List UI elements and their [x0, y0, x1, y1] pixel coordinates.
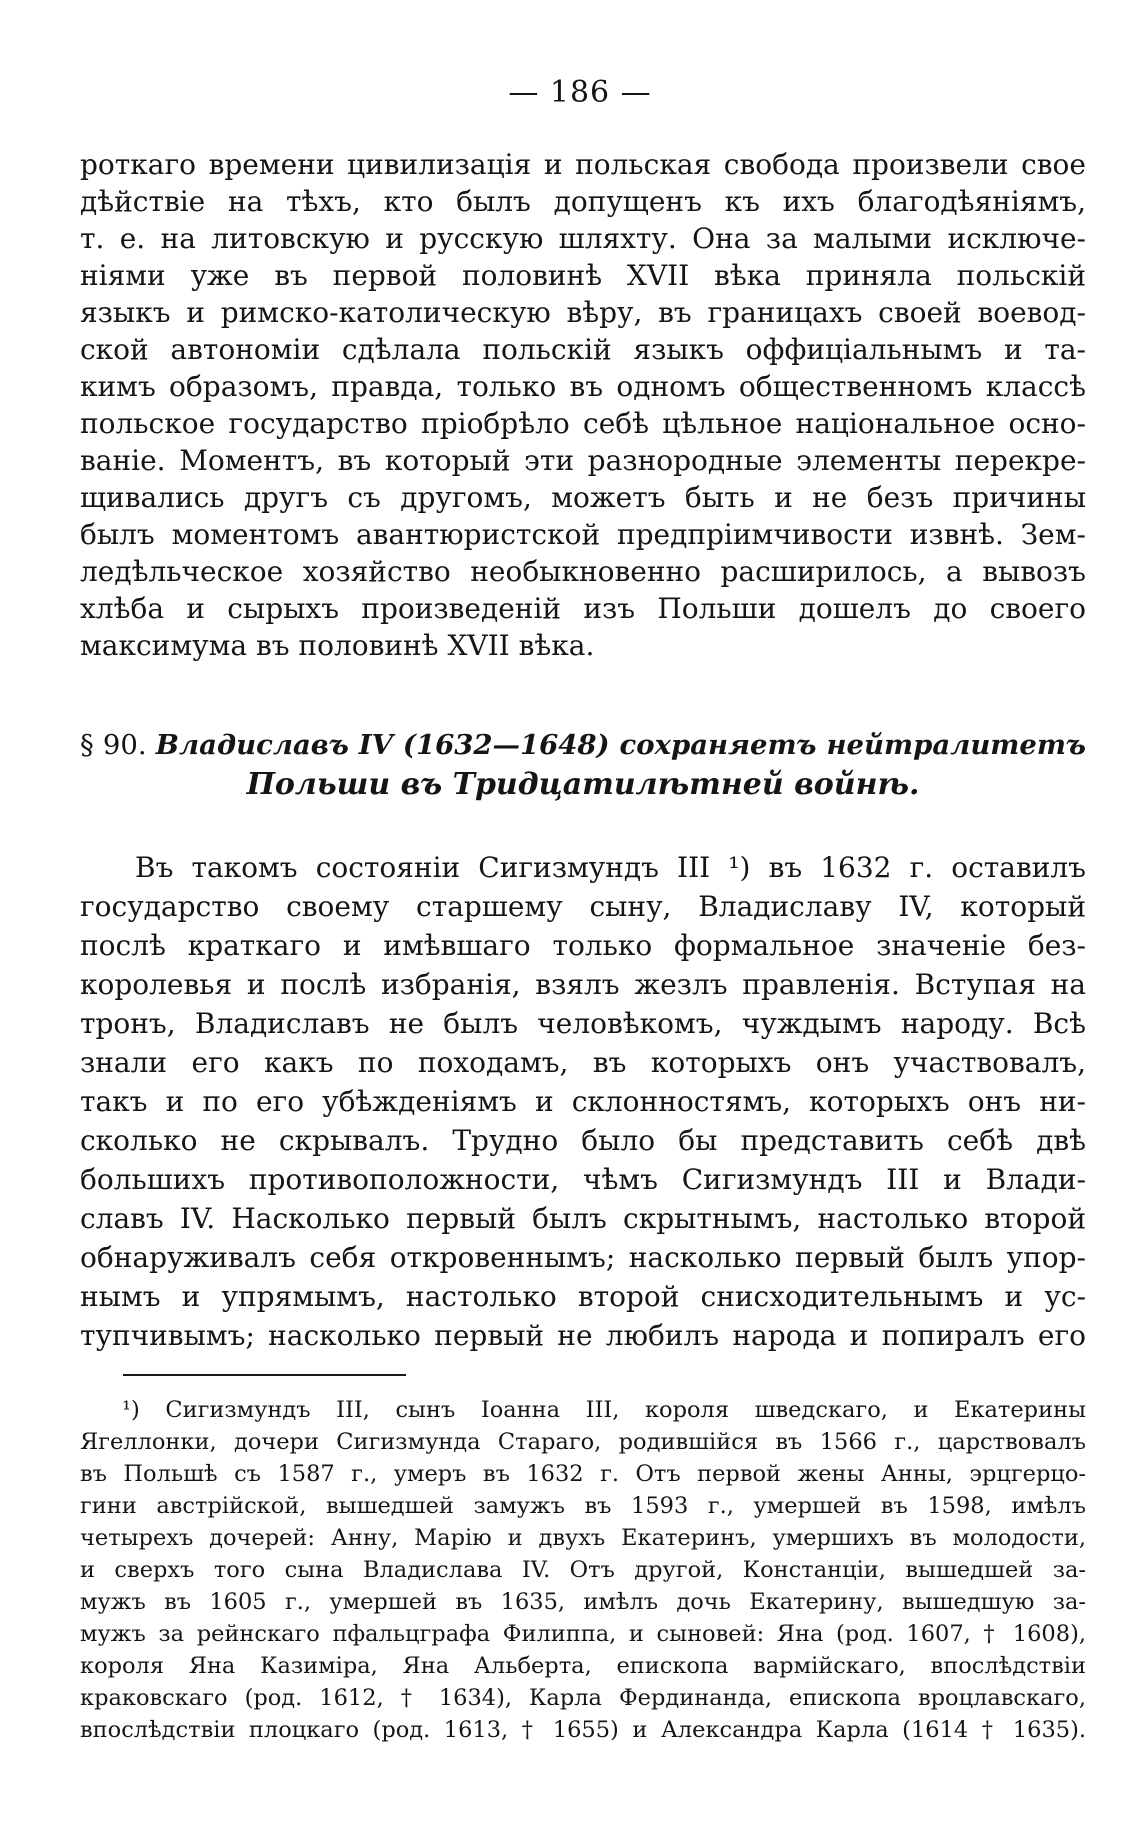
- footnote-line: гини австрійской, вышедшей замужъ въ 1593 г., умершей въ 1598, имѣлъ: [80, 1493, 1086, 1519]
- footnote-line: въ Польшѣ съ 1587 г., умеръ въ 1632 г. Отъ первой жены Анны, эрцгерцо-: [80, 1461, 1086, 1487]
- text-line: обнаруживалъ себя откровеннымъ; насколько первый былъ упор-: [80, 1241, 1086, 1274]
- footnote-line: краковскаго (род. 1612, † 1634), Карла Фердинанда, епископа вроцлавскаго,: [80, 1685, 1086, 1711]
- text-line: языкъ и римско-католическую вѣру, въ границахъ своей воевод-: [80, 296, 1086, 329]
- section-number: § 90.: [80, 729, 147, 761]
- text-line: ніями уже въ первой половинѣ XVII вѣка приняла польскій: [80, 259, 1086, 292]
- text-line: нымъ и упрямымъ, настолько второй снисходительнымъ и ус-: [80, 1280, 1086, 1313]
- footnote-line: четырехъ дочерей: Анну, Марію и двухъ Екатеринъ, умершихъ въ молодости,: [80, 1525, 1086, 1551]
- text-line: польское государство пріобрѣло себѣ цѣльное національное осно-: [80, 407, 1086, 440]
- page-number: — 186 —: [508, 75, 652, 110]
- text-line: т. е. на литовскую и русскую шляхту. Она за малыми исключе-: [80, 222, 1086, 255]
- footnote-line: и сверхъ того сына Владислава IV. Отъ другой, Констанціи, вышедшей за-: [80, 1557, 1086, 1583]
- text-line: такъ и по его убѣжденіямъ и склонностямъ, которыхъ онъ ни-: [80, 1085, 1086, 1118]
- footnote-line: мужъ въ 1605 г., умершей въ 1635, имѣлъ дочь Екатерину, вышедшую за-: [80, 1589, 1086, 1615]
- text-line: Въ такомъ состояніи Сигизмундъ III ¹) въ 1632 г. оставилъ: [135, 851, 1086, 884]
- text-line: хлѣба и сырыхъ произведеній изъ Польши дошелъ до своего: [80, 592, 1086, 625]
- text-line: тронъ, Владиславъ не былъ человѣкомъ, чуждымъ народу. Всѣ: [80, 1007, 1086, 1040]
- footnote-line: впослѣдствіи плоцкаго (род. 1613, † 1655) и Александра Карла (1614 † 1635).: [80, 1717, 1086, 1743]
- text-line: королевья и послѣ избранія, взялъ жезлъ правленія. Вступая на: [80, 968, 1086, 1001]
- text-line: дѣйствіе на тѣхъ, кто былъ допущенъ къ ихъ благодѣяніямъ,: [80, 185, 1086, 218]
- text-line: ской автономіи сдѣлала польскій языкъ оффиціальнымъ и та-: [80, 333, 1086, 366]
- text-line: ваніе. Моментъ, въ который эти разнородные элементы перекре-: [80, 444, 1086, 477]
- text-line: щивались другъ съ другомъ, можетъ быть и не безъ причины: [80, 481, 1086, 514]
- footnote-line: ¹) Сигизмундъ III, сынъ Іоанна III, короля шведскаго, и Екатерины: [122, 1397, 1086, 1423]
- text-line: послѣ краткаго и имѣвшаго только формальное значеніе без-: [80, 929, 1086, 962]
- text-line: былъ моментомъ авантюристской предпріимчивости извнѣ. Зем-: [80, 518, 1086, 551]
- footnote-line: короля Яна Казиміра, Яна Альберта, епископа вармійскаго, впослѣдствіи: [80, 1653, 1086, 1679]
- text-line: роткаго времени цивилизація и польская свобода произвели свое: [80, 148, 1086, 181]
- text-line: сколько не скрывалъ. Трудно было бы представить себѣ двѣ: [80, 1124, 1086, 1157]
- section-title-line-2: Польши въ Тридцатилѣтней войнѣ.: [246, 767, 920, 802]
- footnote-line: Ягеллонки, дочери Сигизмунда Стараго, родившійся въ 1566 г., царствовалъ: [80, 1429, 1086, 1455]
- text-line: большихъ противоположности, чѣмъ Сигизмундъ III и Влади-: [80, 1163, 1086, 1196]
- footnote-divider: [123, 1374, 406, 1376]
- section-title-line-1: Владиславъ IV (1632—1648) сохраняетъ нейтралитетъ: [155, 729, 1086, 761]
- text-line: знали его какъ по походамъ, въ которыхъ онъ участвовалъ,: [80, 1046, 1086, 1079]
- text-line: максимума въ половинѣ XVII вѣка.: [80, 629, 595, 662]
- section-heading: [80, 725, 1086, 765]
- text-line: ледѣльческое хозяйство необыкновенно расширилось, а вывозъ: [80, 555, 1086, 588]
- text-line: тупчивымъ; насколько первый не любилъ народа и попиралъ его: [80, 1319, 1086, 1352]
- text-line: государство своему старшему сыну, Владиславу IV, который: [80, 890, 1086, 923]
- footnote-line: мужъ за рейнскаго пфальцграфа Филиппа, и сыновей: Яна (род. 1607, † 1608),: [80, 1621, 1086, 1647]
- text-line: славъ IV. Насколько первый былъ скрытнымъ, настолько второй: [80, 1202, 1086, 1235]
- text-line: кимъ образомъ, правда, только въ одномъ общественномъ классѣ: [80, 370, 1086, 403]
